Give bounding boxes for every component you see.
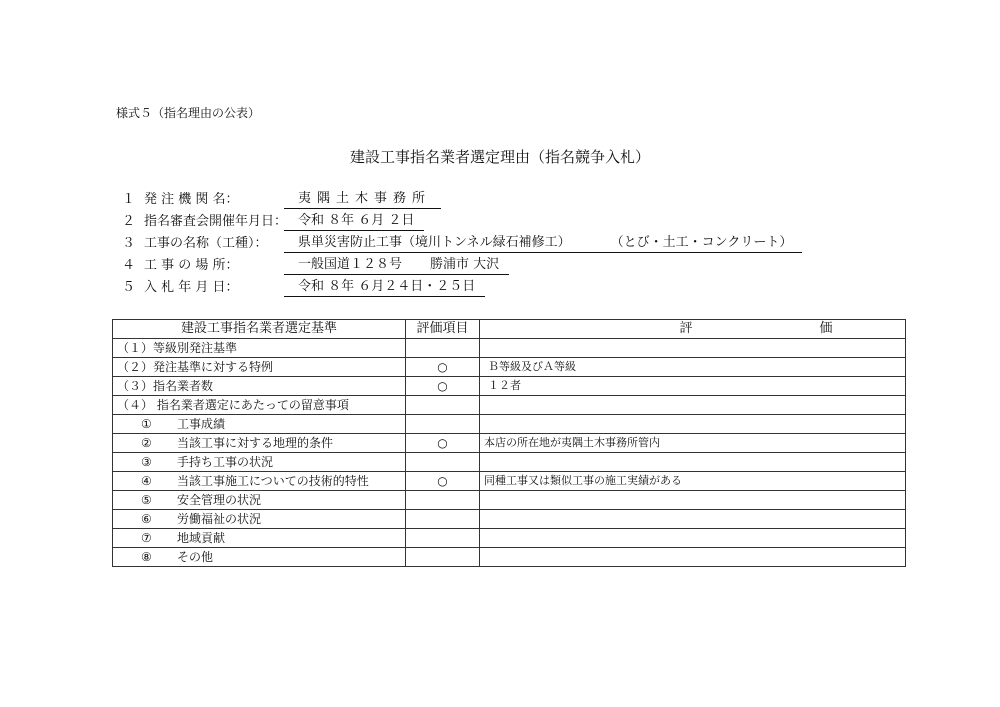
- info-label: 工事の名称（工種）：: [144, 236, 268, 251]
- criteria-cell: ⑧ その他: [113, 548, 406, 567]
- header-eval-item: 評価項目: [406, 320, 480, 339]
- info-value: 令和 ８年 ６月２４日・２５日: [284, 278, 485, 297]
- criteria-cell: （４） 指名業者選定にあたっての留意事項: [113, 396, 406, 415]
- info-number: ３: [122, 236, 136, 251]
- eval-cell: [480, 510, 906, 529]
- table-row: [113, 434, 906, 453]
- table-row: [113, 453, 906, 472]
- table-row: [113, 396, 906, 415]
- table-row: [113, 472, 906, 491]
- table-row: [113, 510, 906, 529]
- eval-cell: [480, 339, 906, 358]
- criteria-cell: ⑦ 地域貢献: [113, 529, 406, 548]
- eval-cell: Ｂ等級及びＡ等級: [480, 358, 906, 377]
- form-number-label: 様式５（指名理由の公表）: [116, 106, 261, 120]
- mark-cell: [406, 529, 480, 548]
- header-criteria: 建設工事指名業者選定基準: [113, 320, 406, 339]
- mark-cell: ○: [406, 472, 480, 491]
- info-value: 令和 ８年 ６月 ２日: [284, 212, 424, 231]
- criteria-cell: （１）等級別発注基準: [113, 339, 406, 358]
- info-value: 県単災害防止工事（境川トンネル緑石補修工） （とび・土工・コンクリート）: [284, 234, 802, 253]
- info-number: ２: [122, 214, 136, 229]
- criteria-cell: ④ 当該工事施工についての技術的特性: [113, 472, 406, 491]
- info-label: 発 注 機 関 名：: [144, 192, 239, 207]
- mark-cell: [406, 453, 480, 472]
- eval-cell: [480, 396, 906, 415]
- info-number: ５: [122, 280, 136, 295]
- mark-cell: [406, 396, 480, 415]
- mark-cell: [406, 548, 480, 567]
- eval-cell: 本店の所在地が夷隅土木事務所管内: [480, 434, 906, 453]
- info-label: 入 札 年 月 日：: [144, 280, 239, 295]
- mark-cell: ○: [406, 358, 480, 377]
- criteria-cell: ⑤ 安全管理の状況: [113, 491, 406, 510]
- header-evaluation: 評 価: [480, 320, 906, 339]
- eval-cell: 同種工事又は類似工事の施工実績がある: [480, 472, 906, 491]
- info-work-type: （とび・土工・コンクリート）: [610, 235, 793, 250]
- eval-cell: １２者: [480, 377, 906, 396]
- mark-cell: [406, 491, 480, 510]
- eval-cell: [480, 415, 906, 434]
- eval-cell: [480, 529, 906, 548]
- info-label: 指名審査会開催年月日：: [144, 214, 288, 229]
- criteria-cell: ① 工事成績: [113, 415, 406, 434]
- criteria-cell: ③ 手持ち工事の状況: [113, 453, 406, 472]
- eval-cell: [480, 491, 906, 510]
- criteria-cell: ② 当該工事に対する地理的条件: [113, 434, 406, 453]
- info-location-city: 勝浦市 大沢: [430, 257, 500, 272]
- table-row: [113, 529, 906, 548]
- info-label: 工 事 の 場 所：: [144, 258, 239, 273]
- mark-cell: [406, 339, 480, 358]
- table-row: [113, 415, 906, 434]
- table-row: [113, 377, 906, 396]
- table-row: [113, 339, 906, 358]
- criteria-cell: ⑥ 労働福祉の状況: [113, 510, 406, 529]
- table-row: [113, 491, 906, 510]
- selection-criteria-table: [112, 319, 906, 567]
- document-title: 建設工事指名業者選定理由（指名競争入札）: [349, 148, 650, 166]
- mark-cell: ○: [406, 434, 480, 453]
- eval-cell: [480, 548, 906, 567]
- mark-cell: ○: [406, 377, 480, 396]
- info-number: ４: [122, 258, 136, 273]
- info-number: １: [122, 192, 136, 207]
- mark-cell: [406, 415, 480, 434]
- table-row: [113, 358, 906, 377]
- table-row: [113, 548, 906, 567]
- table-header-row: [113, 320, 906, 339]
- info-value: 一般国道１２８号 勝浦市 大沢: [284, 256, 509, 275]
- eval-cell: [480, 453, 906, 472]
- criteria-cell: （３）指名業者数: [113, 377, 406, 396]
- criteria-cell: （２）発注基準に対する特例: [113, 358, 406, 377]
- mark-cell: [406, 510, 480, 529]
- info-value: 夷隅土木事務所: [284, 190, 441, 209]
